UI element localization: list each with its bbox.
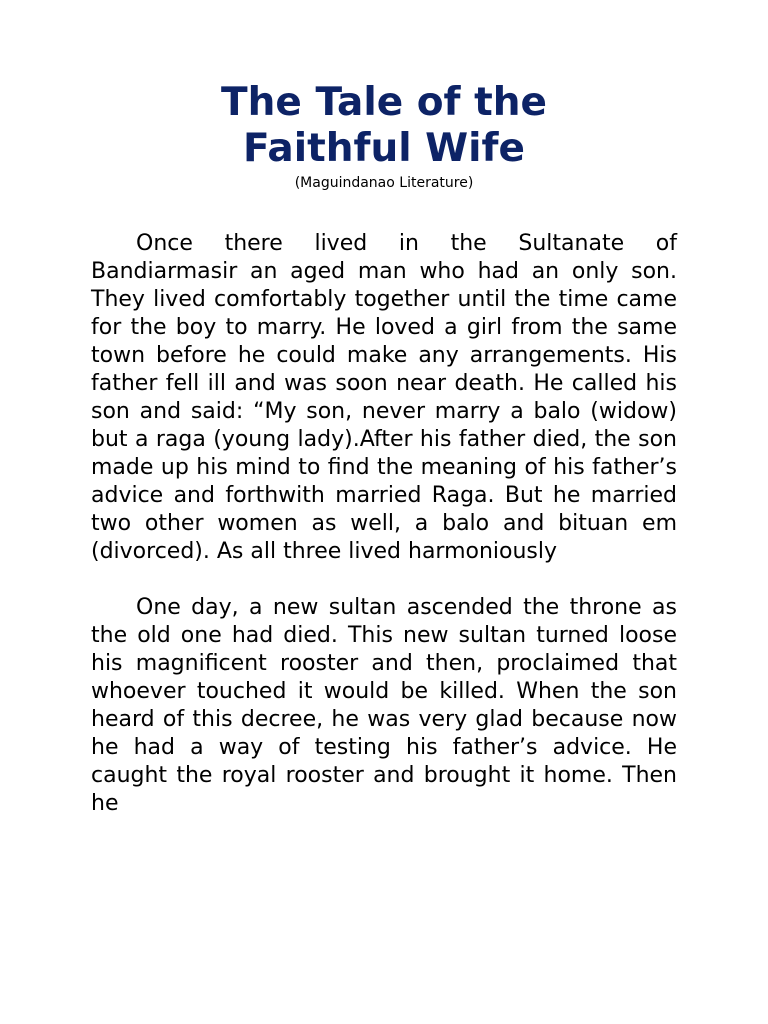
title-line-1: The Tale of the: [221, 80, 547, 125]
document-subtitle: (Maguindanao Literature): [294, 175, 474, 191]
paragraph-2: One day, a new sultan ascended the throne as the old one had died. This new sultan turned loose his magnificent rooster and then, proclaimed that whoever touched it would be killed. When the son heard of this decree, he was very glad because now he had a way of testing his father’s advice. He caught the royal rooster and brought it home. Then he: [91, 595, 677, 816]
document-title: [71, 80, 697, 172]
paragraph-1: Once there lived in the Sultanate of Bandiarmasir an aged man who had an only son. They lived comfortably together until the time came for the boy to marry. He loved a girl from the same town before he could make any arrangements. His father fell ill and was soon near death. He called his son and said: “My son, never marry a balo (widow) but a raga (young lady).After his father died, the son made up his mind to find the meaning of his father’s advice and forthwith married Raga. But he married two other women as well, a balo and bituan em (divorced). As all three lived harmoniously: [91, 231, 677, 564]
document-page: [91, 80, 677, 818]
title-line-2: Faithful Wife: [243, 126, 525, 171]
